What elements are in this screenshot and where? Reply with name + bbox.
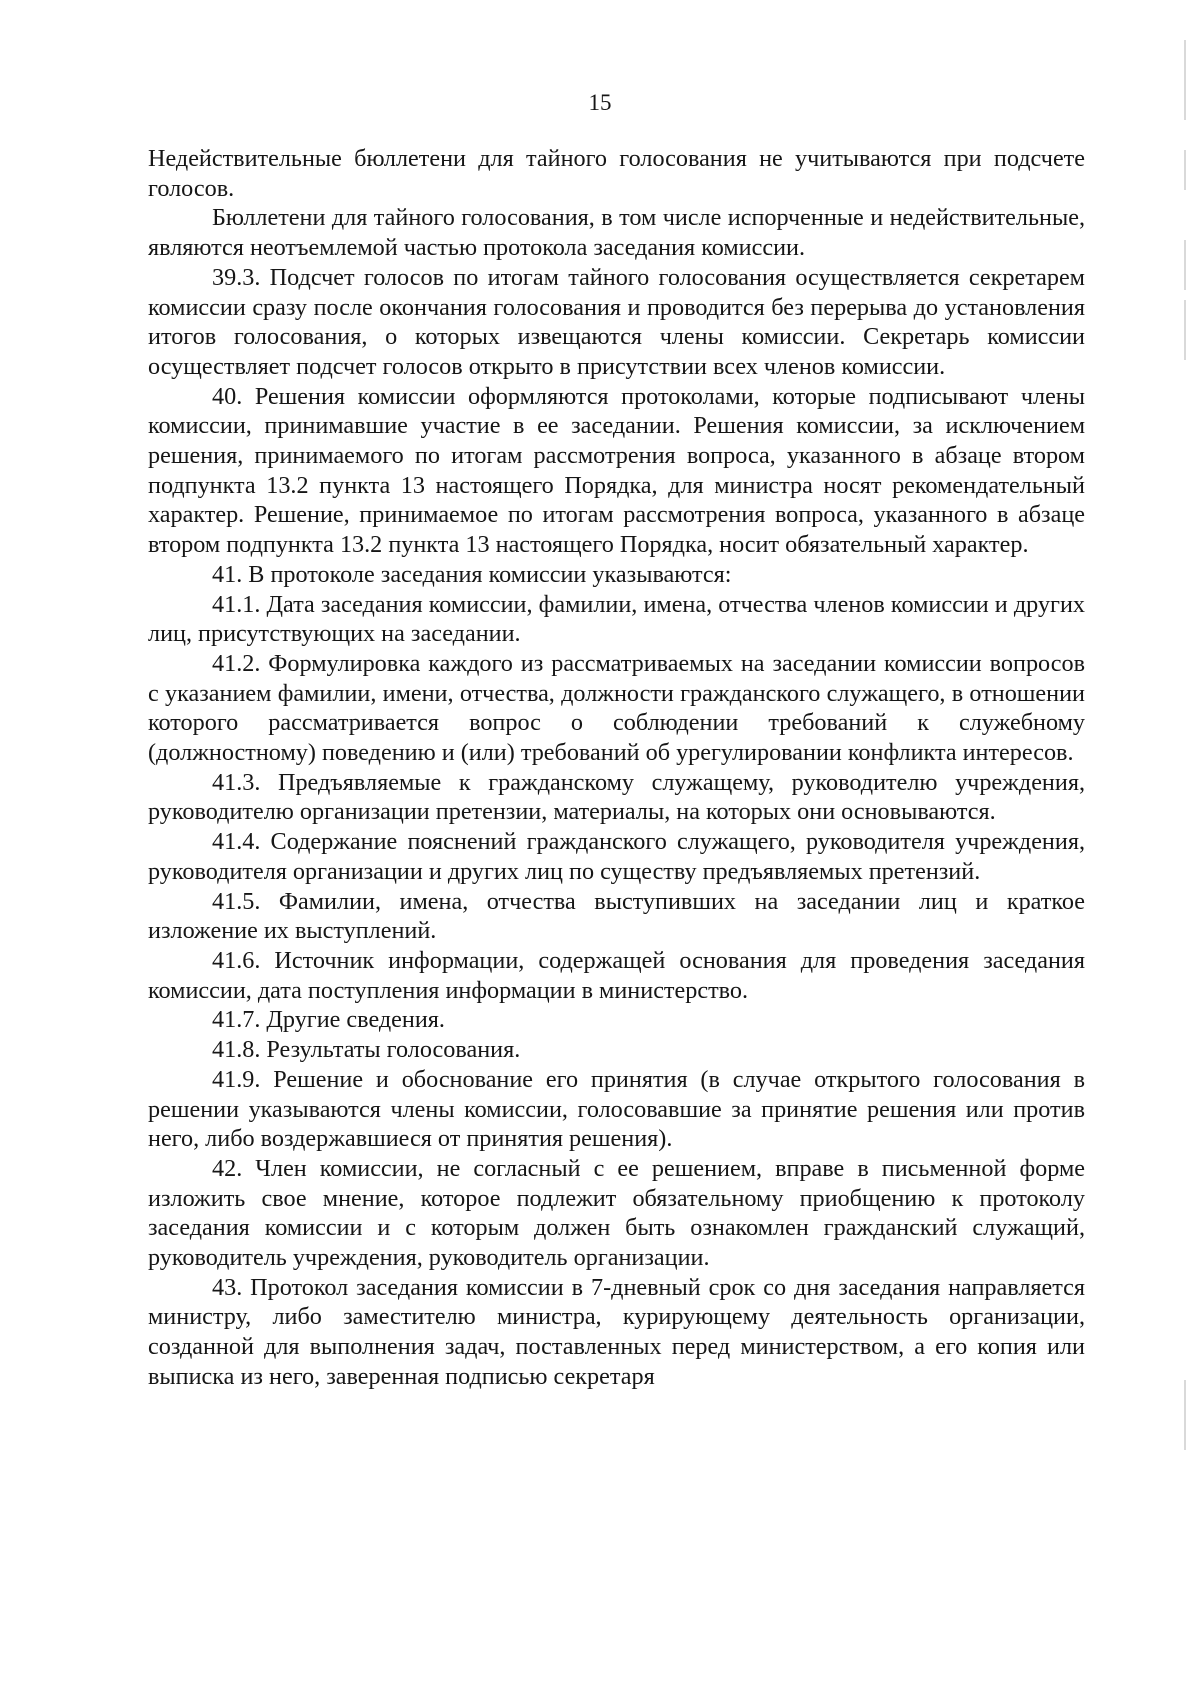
- paragraph: 41.7. Другие сведения.: [212, 1006, 445, 1034]
- scan-edge-mark: [1184, 150, 1186, 190]
- paragraph: 41.8. Результаты голосования.: [212, 1036, 521, 1064]
- paragraph: Недействительные бюллетени для тайного голосования не учитываются при подсчете голосов.: [148, 145, 1085, 202]
- paragraph: 43. Протокол заседания комиссии в 7-дневный срок со дня заседания направляется министру, либо заместителю министра, курирующему деятельность организации, созданной для выполнения задач, поставленных перед министерством, а его копия или выписка из него, заверенная подписью секретаря: [148, 1273, 1085, 1390]
- body-text: [148, 144, 1085, 1392]
- paragraph: Бюллетени для тайного голосования, в том числе испорченные и недействительные, являются неотъемлемой частью протокола заседания комиссии.: [148, 204, 1085, 262]
- paragraph: 41.4. Содержание пояснений гражданского служащего, руководителя учреждения, руководителя организации и других лиц по существу предъявляемых претензий.: [148, 828, 1085, 885]
- paragraph: 41.2. Формулировка каждого из рассматриваемых на заседании комиссии вопросов с указанием фамилии, имени, отчества, должности гражданского служащего, в отношении которого рассматривается вопрос о соблюдении требований к служебному (должностному) поведению и (или) требований об урегулировании конфликта интересов.: [148, 649, 1085, 767]
- paragraph: 40. Решения комиссии оформляются протоколами, которые подписывают члены комиссии, принимавшие участие в ее заседании. Решения комиссии, за исключением решения, принимаемого по итогам рассмотрения вопроса, указанного в абзаце втором подпункта 13.2 пункта 13 настоящего Порядка, для министра носят рекомендательный характер. Решение, принимаемое по итогам рассмотрения вопроса, указанного в абзаце втором подпункта 13.2 пункта 13 настоящего Порядка, носит обязательный характер.: [148, 382, 1085, 559]
- page-number: 15: [588, 90, 612, 115]
- paragraph: 41.6. Источник информации, содержащей основания для проведения заседания комиссии, дата поступления информации в министерство.: [148, 946, 1085, 1004]
- paragraph: 41. В протоколе заседания комиссии указываются:: [212, 560, 732, 588]
- paragraph: 41.1. Дата заседания комиссии, фамилии, имена, отчества членов комиссии и других лиц, присутствующих на заседании.: [148, 590, 1085, 648]
- paragraph: 41.9. Решение и обоснование его принятия (в случае открытого голосования в решении указываются члены комиссии, голосовавшие за принятие решения или против него, либо воздержавшиеся от принятия решения).: [148, 1065, 1085, 1153]
- scan-edge-mark: [1184, 1380, 1186, 1450]
- paragraph: 39.3. Подсчет голосов по итогам тайного голосования осуществляется секретарем комиссии сразу после окончания голосования и проводится без перерыва до установления итогов голосования, о которых извещаются члены комиссии. Секретарь комиссии осуществляет подсчет голосов открыто в присутствии всех членов комиссии.: [148, 263, 1085, 380]
- scan-edge-mark: [1184, 240, 1186, 290]
- paragraph: 41.3. Предъявляемые к гражданскому служащему, руководителю учреждения, руководителю организации претензии, материалы, на которых они основываются.: [148, 768, 1085, 826]
- paragraph: 41.5. Фамилии, имена, отчества выступивших на заседании лиц и краткое изложение их выступлений.: [148, 887, 1085, 945]
- scan-edge-mark: [1184, 300, 1186, 360]
- paragraph: 42. Член комиссии, не согласный с ее решением, вправе в письменной форме изложить свое мнение, которое подлежит обязательному приобщению к протоколу заседания комиссии и с которым должен быть ознакомлен гражданский служащий, руководитель учреждения, руководитель организации.: [148, 1154, 1085, 1272]
